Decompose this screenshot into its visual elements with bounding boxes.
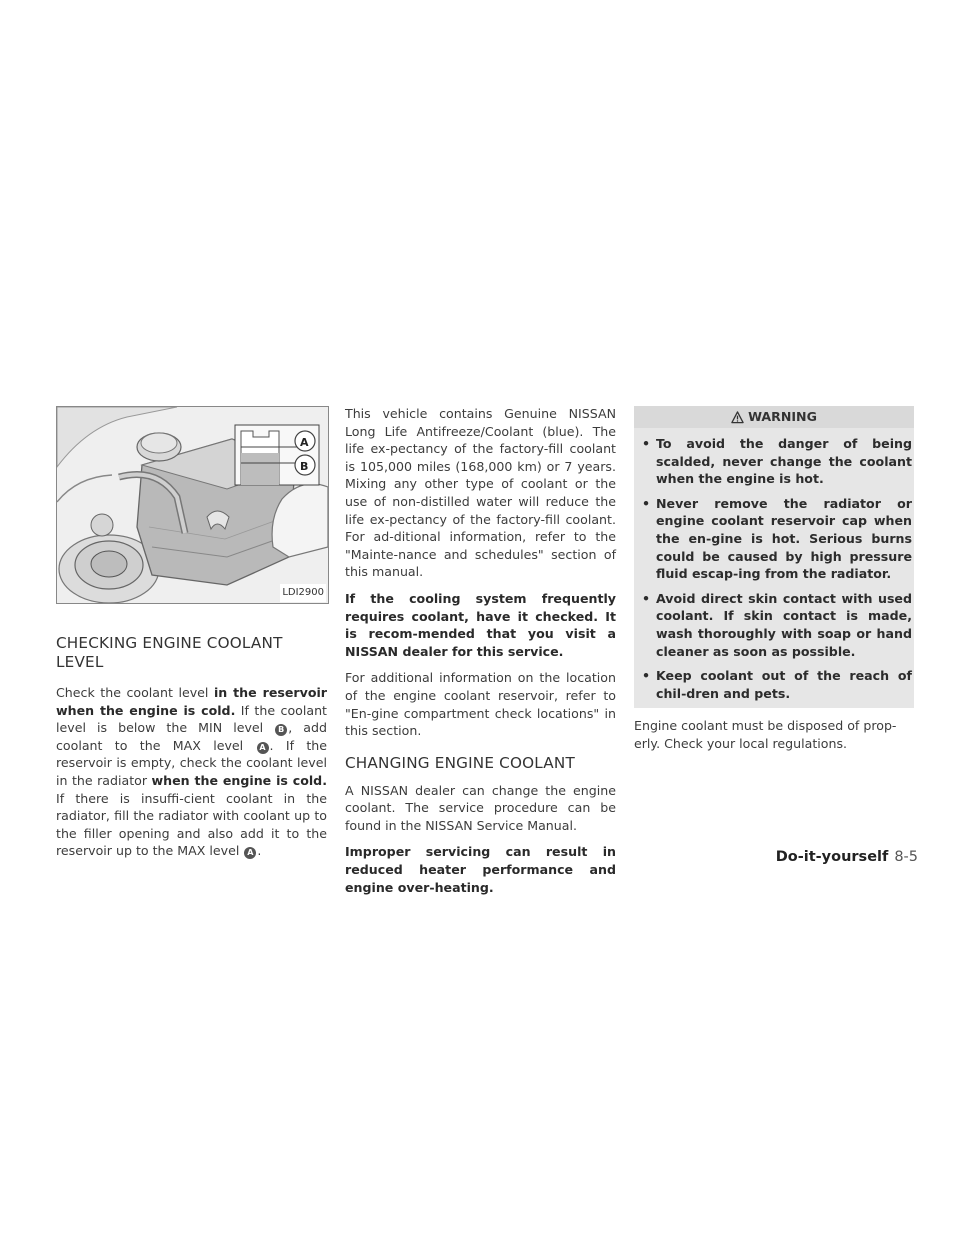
text-run: , add coolant to the MAX level — [56, 720, 328, 753]
callout-b-icon: B — [275, 724, 287, 736]
warning-header — [634, 406, 914, 428]
warning-item-text: Avoid direct skin contact with used coolant. If skin contact is made, wash thoroughly with soap or hand cleaner as soon as possible. — [656, 590, 912, 659]
bullet: • — [642, 436, 651, 451]
text-run: If the coolant level is below the MIN level — [56, 702, 327, 736]
warning-triangle-icon — [731, 411, 744, 424]
bold-run: when the engine is cold. — [151, 772, 327, 788]
heading-line-1: CHECKING ENGINE COOLANT — [56, 634, 283, 652]
figure-code: LDI2900 — [280, 584, 326, 602]
reservoir-location-paragraph: For additional information on the location of the engine coolant reservoir, refer to "En-gine compartment check locations" in this section. — [345, 670, 616, 739]
heading-checking-coolant — [56, 634, 327, 672]
callout-a-icon: A — [257, 742, 269, 754]
heading-changing-coolant: CHANGING ENGINE COOLANT — [345, 753, 575, 772]
bullet: • — [642, 495, 651, 511]
warning-box — [634, 406, 914, 708]
check-level-paragraph — [56, 684, 327, 860]
text-run: . — [257, 843, 262, 859]
frequent-coolant-paragraph — [345, 590, 616, 660]
callout-b-label: B — [300, 460, 309, 473]
improper-servicing-paragraph — [345, 843, 616, 896]
bold-run: in the reservoir when the engine is cold. — [56, 685, 327, 718]
warning-item — [634, 435, 914, 488]
dealer-change-paragraph: A NISSAN dealer can change the engine coolant. The service procedure can be found in the NISSAN Service Manual. — [345, 782, 616, 833]
footer-section-title: Do-it-yourself — [775, 849, 889, 865]
right-column — [634, 406, 914, 753]
page-footer — [776, 849, 918, 865]
warning-item-text: Keep coolant out of the reach of chil-dren and pets. — [656, 668, 912, 701]
text-run: Check the coolant level — [56, 685, 214, 700]
bullet: • — [642, 668, 651, 684]
page-number: 8-5 — [894, 849, 918, 865]
warning-item — [634, 495, 914, 583]
reservoir-drawing — [57, 407, 328, 603]
bold-run: Improper servicing can result in reduced heater performance and engine over-heating. — [345, 844, 616, 895]
coolant-reservoir-illustration — [56, 406, 329, 604]
bold-run: If the cooling system frequently requires coolant, have it checked. It is recom-mended that you visit a NISSAN dealer for this service. — [345, 590, 616, 659]
coolant-type-paragraph: This vehicle contains Genuine NISSAN Long Life Antifreeze/Coolant (blue). The life ex-pectancy of the factory-fill coolant is 105,000 miles (168,000 km) or 7 years. Mixing any other type of coolant or the use of non-distilled water will reduce the life ex-pectancy of the factory-fill coolant. For ad-ditional information, refer to the "Mainte-nance and schedules" section of this manual. — [345, 406, 616, 580]
text-run: If there is insuffi-cient coolant in the radiator, fill the radiator with coolant up to the filler opening and also add it to the reservoir up to the MAX level — [56, 790, 327, 859]
callout-a-label: A — [300, 436, 309, 449]
warning-item-text: Never remove the radiator or engine coolant reservoir cap when the en-gine is hot. Serious burns could be caused by high pressure fluid escap-ing from the radiator. — [656, 495, 912, 582]
disposal-paragraph: Engine coolant must be disposed of prop-erly. Check your local regulations. — [634, 718, 897, 751]
left-column — [56, 406, 327, 860]
warning-item — [634, 667, 914, 702]
warning-item-text: To avoid the danger of being scalded, never change the coolant when the engine is hot. — [656, 436, 912, 487]
warning-title: WARNING — [748, 409, 817, 425]
heading-line-2: LEVEL — [56, 653, 104, 671]
callout-a-icon: A — [244, 847, 256, 859]
middle-column — [345, 405, 616, 896]
text-run: . If the reservoir is empty, check the coolant level in the radiator — [56, 737, 328, 788]
bullet: • — [642, 590, 651, 606]
warning-item — [634, 590, 914, 660]
